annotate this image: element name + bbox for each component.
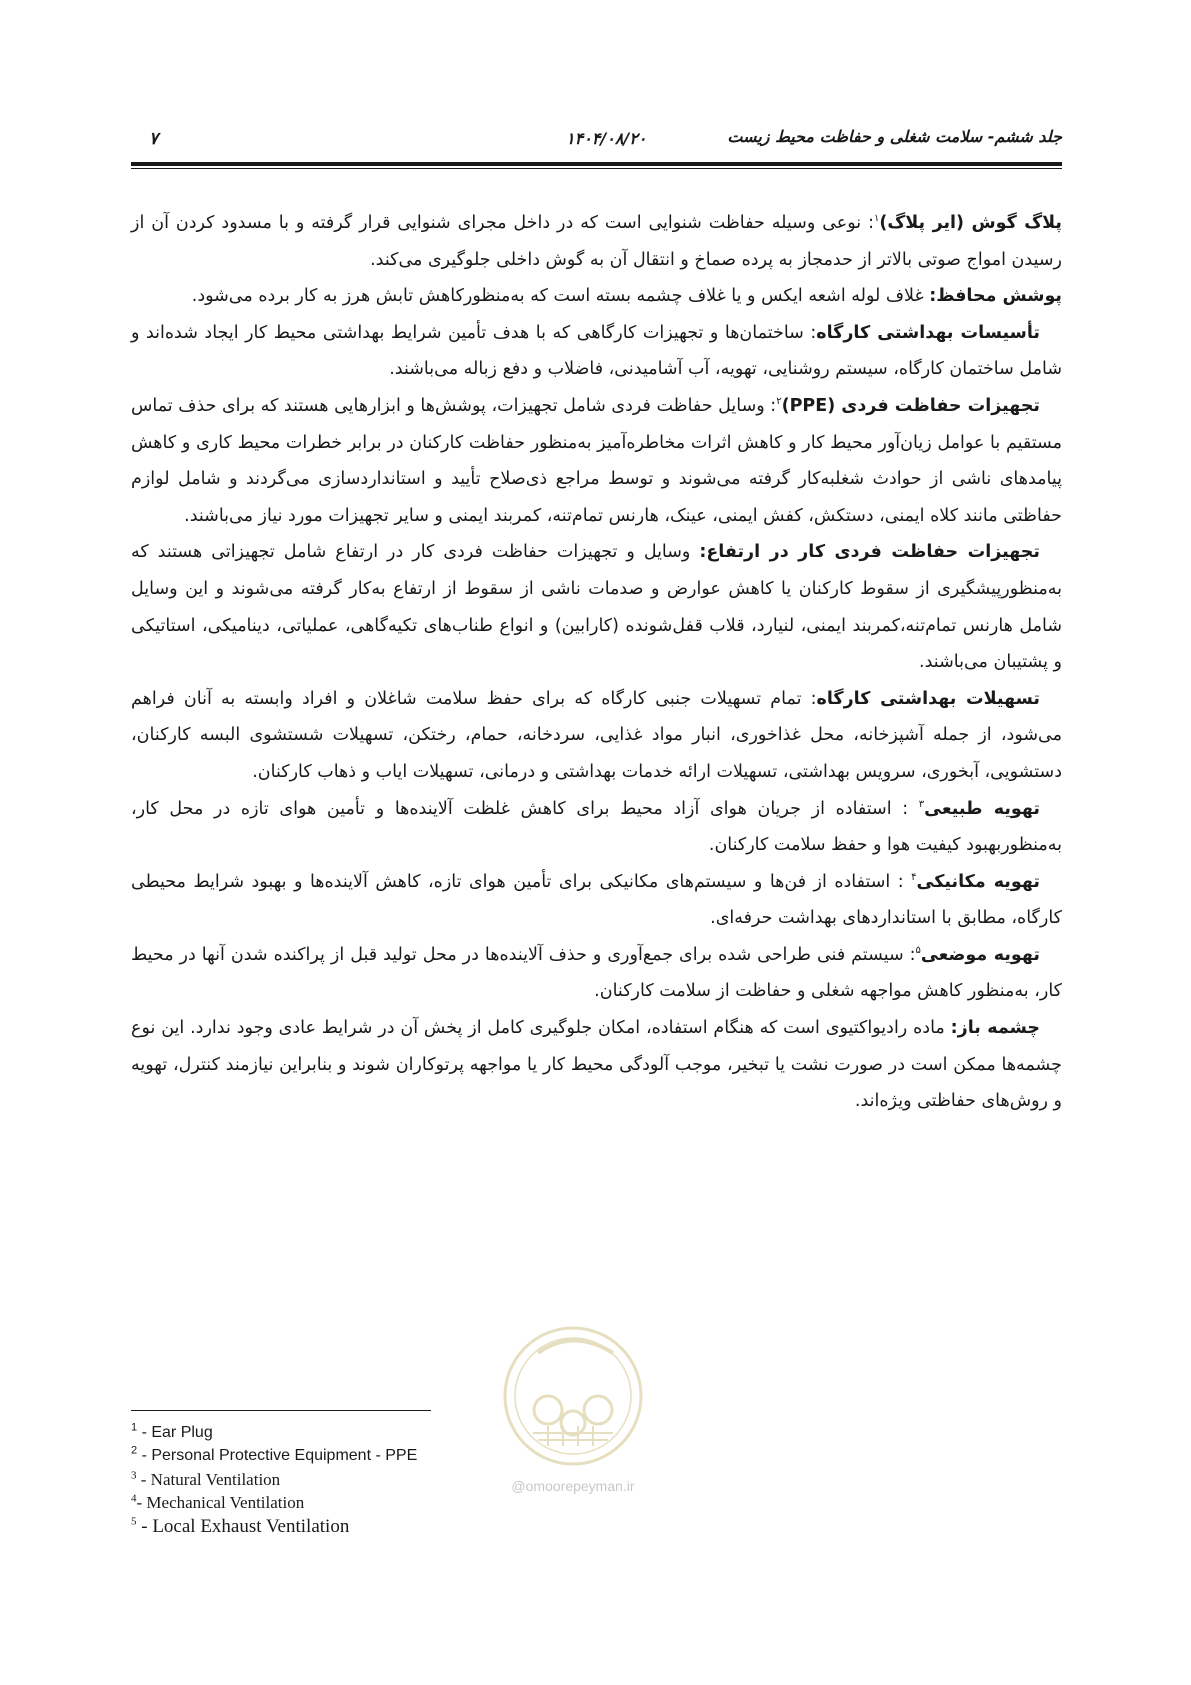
footnote-number: 4 (131, 1492, 137, 1505)
definition-text: ماده رادیواکتیوی است که هنگام استفاده، امکان جلوگیری کامل از پخش آن در شرایط عادی وجود ندارد. این نوع چشمه‌ها ممکن است در صورت نشت یا تبخیر، موجب آلودگی محیط کار یا مواجهه پرتوکاران شوند و بنابراین نیازمند کنترل، تهویه و روش‌های حفاظتی ویژه‌اند. (131, 1018, 1062, 1112)
definition-paragraph (131, 1010, 1062, 1120)
watermark-site: @omoorepeyman.ir (511, 1478, 635, 1494)
definition-text: غلاف لوله اشعه ایکس و یا غلاف چشمه بسته است که به‌منظورکاهش تابش هرز به کار برده می‌شود. (191, 286, 930, 307)
definition-paragraph (131, 864, 1062, 937)
definition-term: تأسیسات بهداشتی کارگاه (816, 322, 1040, 343)
definition-paragraph (131, 937, 1062, 1010)
footnote-text: - Local Exhaust Ventilation (136, 1516, 350, 1537)
footnote-number: 3 (131, 1469, 137, 1482)
footnote-text: - Personal Protective Equipment - PPE (137, 1447, 418, 1464)
definition-term: پلاگ گوش (ایر پلاگ) (879, 213, 1062, 233)
definition-paragraph (131, 315, 1062, 388)
footnote-item (131, 1444, 631, 1470)
footnote-separator (131, 1410, 431, 1411)
definition-text: وسایل و تجهیزات حفاظت فردی کار در ارتفاع شامل تجهیزاتی هستند که به‌منظورپیشگیری از سقوط کارکنان یا کاهش عوارض و صدمات ناشی از سقوط از ارتفاع به‌کار گرفته می‌شوند و این وسایل شامل هارنس تمام‌تنه،کمربند ایمنی، لنیارد، قلاب قفل‌شونده (کارابین) و انواع طناب‌های تکیه‌گاهی، عملیاتی، دینامیکی، استاتیکی و پشتیبان می‌باشند. (131, 542, 1062, 673)
definition-text: : استفاده از فن‌ها و سیستم‌های مکانیکی برای تأمین هوای تازه، کاهش آلاینده‌ها و بهبود شرایط محیطی کارگاه، مطابق با استانداردهای بهداشت حرفه‌ای. (131, 871, 1062, 929)
definition-term: تهویه موضعی (920, 944, 1040, 965)
footnote-ref[interactable]: ۱ (873, 213, 880, 225)
footnote-item (131, 1516, 631, 1539)
footnote-ref[interactable]: ۳ (918, 798, 925, 810)
footnote-item (131, 1470, 631, 1493)
definition-paragraph (131, 681, 1062, 791)
footnote-number: 5 (131, 1515, 137, 1528)
definition-text: : وسایل حفاظت فردی شامل تجهیزات، پوشش‌ها و ابزارهایی هستند که برای حذف تماس مستقیم با عوامل زیان‌آور محیط کار و کاهش اثرات مخاطره‌آمیز به‌منظور حفاظت کارکنان در برابر خطرات محیط کاری و کاهش پیامدهای ناشی از حوادث شغلبه‌کار گرفته می‌شوند و توسط مراجع ذی‌صلاح تأیید و استانداردسازی می‌گردند و شامل لوازم حفاظتی مانند کلاه ایمنی، دستکش، کفش ایمنی، عینک، هارنس تمام‌تنه، کمربند ایمنی و سایر تجهیزات مورد نیاز می‌باشند. (131, 395, 1062, 526)
definition-paragraph (131, 534, 1062, 680)
definition-term: تسهیلات بهداشتی کارگاه (816, 688, 1040, 709)
footnote-number: 1 (131, 1421, 138, 1434)
header-rule-thick (131, 162, 1062, 166)
definition-term: تجهیزات حفاظت فردی کار در ارتفاع: (699, 542, 1040, 563)
footnotes (131, 1421, 631, 1539)
definition-text: : نوعی وسیله حفاظت شنوایی است که در داخل مجرای شنوایی قرار گرفته و با مسدود کردن آن از رسیدن امواج صوتی بالاتر از حدمجاز به پرده صماخ و انتقال آن به گوش داخلی جلوگیری می‌کند. (131, 213, 1062, 270)
definition-term: چشمه باز: (950, 1018, 1041, 1039)
definition-paragraph (131, 388, 1062, 534)
footnote-item (131, 1493, 631, 1516)
header-title: جلد ششم- سلامت شغلی و حفاظت محیط زیست (727, 127, 1062, 146)
header-rule-thin (131, 168, 1062, 169)
definition-text: : ساختمان‌ها و تجهیزات کارگاهی که با هدف تأمین شرایط بهداشتی محیط کار ایجاد شده‌اند و شامل ساختمان کارگاه، سیستم روشنایی، تهویه، آب آشامیدنی، فاضلاب و دفع زباله می‌باشند. (131, 322, 1062, 380)
header-date: ۱۴۰۴/۰۸/۲۰ (566, 129, 647, 148)
definition-paragraph (131, 278, 1062, 315)
footnote-ref[interactable]: ۲ (776, 396, 782, 408)
footnote-ref[interactable]: ۴ (911, 871, 917, 883)
page-number: ۷ (149, 129, 159, 149)
definition-term: تجهیزات حفاظت فردی (PPE) (781, 395, 1041, 416)
page-header (131, 125, 1062, 157)
footnote-item (131, 1421, 631, 1447)
definition-text: : سیستم فنی طراحی شده برای جمع‌آوری و حذف آلاینده‌ها در محل تولید قبل از پراکنده شدن آنها در محیط کار، به‌منظور کاهش مواجهه شغلی و حفاظت از سلامت کارکنان. (131, 944, 1062, 1002)
definition-text: : تمام تسهیلات جنبی کارگاه که برای حفظ سلامت شاغلان و افراد وابسته به آنان فراهم می‌شود، از جمله آشپزخانه، محل غذاخوری، انبار مواد غذایی، سردخانه، حمام، رختکن، تسهیلات شستشوی البسه کارکنان، دستشویی، آبخوری، سرویس بهداشتی، تسهیلات ارائه خدمات بهداشتی و درمانی، تسهیلات ایاب و ذهاب کارکنان. (131, 688, 1062, 782)
definition-text: : استفاده از جریان هوای آزاد محیط برای کاهش غلظت آلاینده‌ها و تأمین هوای تازه در محل کار، به‌منظوربهبود کیفیت هوا و حفظ سلامت کارکنان. (131, 798, 1062, 856)
footnote-text: - Ear Plug (137, 1424, 213, 1441)
definition-term: تهویه مکانیکی (916, 871, 1040, 892)
footnote-text: - Mechanical Ventilation (136, 1493, 305, 1512)
glossary-content (131, 205, 1062, 1120)
footnote-text: - Natural Ventilation (136, 1470, 281, 1489)
footnote-ref[interactable]: ۵ (915, 945, 921, 957)
footnote-number: 2 (131, 1444, 138, 1457)
definition-paragraph (131, 791, 1062, 864)
definition-term: تهویه طبیعی (924, 798, 1040, 819)
definition-paragraph (131, 205, 1062, 278)
definition-term: پوشش محافظ: (929, 286, 1062, 307)
